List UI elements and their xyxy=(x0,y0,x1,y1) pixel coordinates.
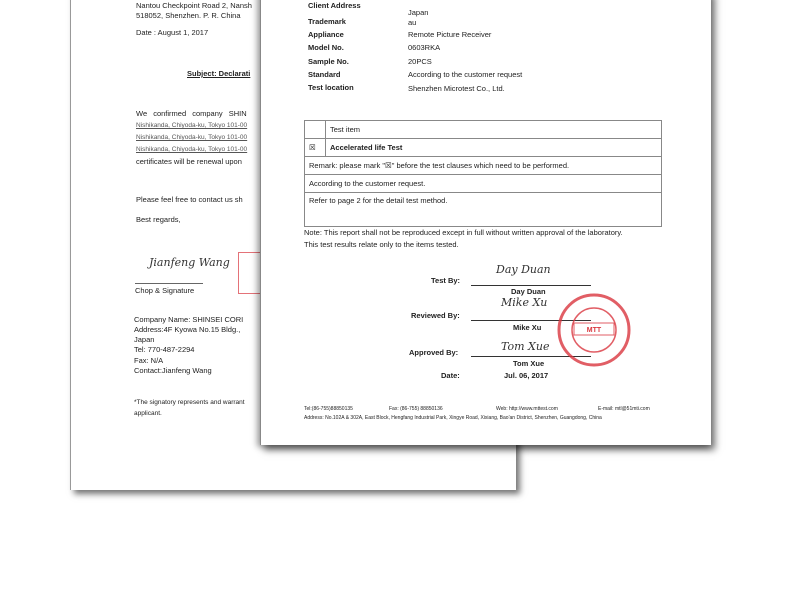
signature: Tom Xue xyxy=(501,340,550,353)
signoff-label: Approved By: xyxy=(409,348,459,357)
field-value: au xyxy=(408,18,417,27)
signature: Jianfeng Wang xyxy=(149,256,230,269)
body-text: Nishikanda, Chiyoda-ku, Tokyo 101-00 xyxy=(136,122,248,129)
footer-address: Address: No.102A & 302A, East Block, Hengfang Industrial Park, Xingye Road, Xixiang, Bao'an District, Shenzhen, Guangdong, China xyxy=(304,415,602,421)
company-tel: Tel: 770-487-2294 xyxy=(134,345,195,354)
field-value: 20PCS xyxy=(408,57,432,66)
body-text: Nishikanda, Chiyoda-ku, Tokyo 101-00 xyxy=(136,134,248,141)
field-value: Shenzhen Microtest Co., Ltd. xyxy=(408,84,505,93)
field-value: According to the customer request xyxy=(408,70,523,79)
test-item-table xyxy=(304,120,662,227)
address-line: Nantou Checkpoint Road 2, Nansh xyxy=(136,1,252,10)
table-header: Test item xyxy=(326,121,662,139)
chop-label: Chop & Signature xyxy=(135,286,195,295)
table-row: According to the customer request. xyxy=(305,175,662,193)
svg-text:MTT: MTT xyxy=(586,327,602,334)
body-text: certificates will be renewal upon xyxy=(136,157,242,166)
signature: Day Duan xyxy=(496,263,551,276)
contact-text: Please feel free to contact us sh xyxy=(136,195,243,204)
company-name: Company Name: SHINSEI CORI xyxy=(134,315,244,324)
regards-text: Best regards, xyxy=(136,215,181,224)
checkbox-icon: ☒ xyxy=(305,139,326,157)
letter-date: Date : August 1, 2017 xyxy=(136,28,209,37)
company-contact: Contact:Jianfeng Wang xyxy=(134,366,212,375)
field-label: Test location xyxy=(308,83,354,92)
footer-fax: Fax: (86-755) 88850136 xyxy=(389,406,443,412)
report-note: This test results relate only to the items tested. xyxy=(304,240,459,249)
footnote: applicant. xyxy=(134,410,162,417)
body-text: Nishikanda, Chiyoda-ku, Tokyo 101-00 xyxy=(136,146,248,153)
address-line: 518052, Shenzhen. P. R. China xyxy=(136,11,241,20)
test-report xyxy=(260,0,711,445)
table-remark: Remark: please mark "☒" before the test clauses which need to be performed. xyxy=(305,157,662,175)
field-label: Client Address xyxy=(308,1,361,10)
signoff-label: Reviewed By: xyxy=(411,311,460,320)
body-text: We confirmed company SHIN xyxy=(136,109,247,118)
company-stamp xyxy=(556,292,632,368)
field-label: Appliance xyxy=(308,30,344,39)
footer-email: E-mail: mtl@51mti.com xyxy=(598,406,650,412)
footer-tel: Tel:(86-755)88850135 xyxy=(304,406,353,412)
company-country: Japan xyxy=(134,335,155,344)
field-label: Sample No. xyxy=(308,57,349,66)
field-value: Remote Picture Receiver xyxy=(408,30,492,39)
signer-name: Tom Xue xyxy=(513,359,545,368)
report-date: Jul. 06, 2017 xyxy=(504,371,549,380)
signer-name: Mike Xu xyxy=(513,323,542,332)
footnote: *The signatory represents and warrant xyxy=(134,399,245,406)
signer-name: Day Duan xyxy=(511,287,546,296)
field-label: Trademark xyxy=(308,17,346,26)
test-item: Accelerated life Test xyxy=(326,139,662,157)
report-note: Note: This report shall not be reproduced except in full without written approval of the laboratory. xyxy=(304,228,623,237)
field-label: Model No. xyxy=(308,43,344,52)
signature: Mike Xu xyxy=(501,296,548,309)
company-address: Address:4F Kyowa No.15 Bldg., xyxy=(134,325,241,334)
letter-subject: Subject: Declarati xyxy=(187,69,251,78)
field-value: 0603RKA xyxy=(408,43,441,52)
company-fax: Fax: N/A xyxy=(134,356,164,365)
signoff-label: Test By: xyxy=(431,276,461,285)
date-label: Date: xyxy=(441,371,460,380)
footer-web: Web: http://www.mttest.com xyxy=(496,406,558,412)
field-value: Japan xyxy=(408,8,429,17)
field-label: Standard xyxy=(308,70,341,79)
table-row: Refer to page 2 for the detail test method. xyxy=(305,193,662,227)
